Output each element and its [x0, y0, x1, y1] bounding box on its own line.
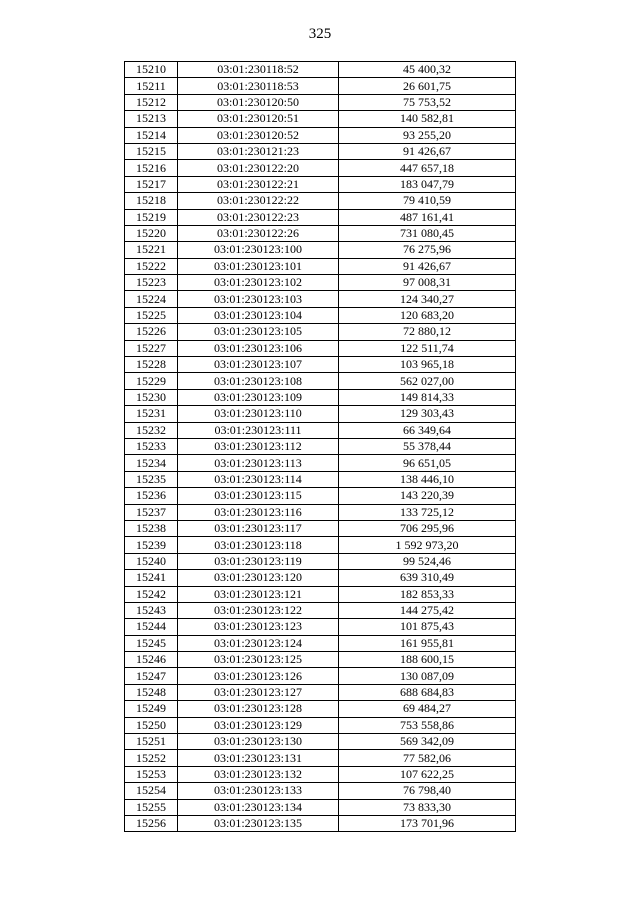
value-cell: 639 310,49 — [339, 570, 516, 586]
value-cell: 77 582,06 — [339, 750, 516, 766]
table-row — [125, 357, 516, 373]
cadastral-number-cell: 03:01:230123:101 — [178, 258, 339, 274]
row-number-cell: 15225 — [125, 307, 178, 323]
table-row — [125, 307, 516, 323]
cadastral-number-cell: 03:01:230123:115 — [178, 488, 339, 504]
cadastral-number-cell: 03:01:230122:20 — [178, 160, 339, 176]
cadastral-number-cell: 03:01:230123:122 — [178, 602, 339, 618]
value-cell: 79 410,59 — [339, 193, 516, 209]
row-number-cell: 15218 — [125, 193, 178, 209]
row-number-cell: 15235 — [125, 471, 178, 487]
value-cell: 120 683,20 — [339, 307, 516, 323]
cadastral-number-cell: 03:01:230123:108 — [178, 373, 339, 389]
value-cell: 91 426,67 — [339, 258, 516, 274]
table-row — [125, 717, 516, 733]
cadastral-number-cell: 03:01:230120:51 — [178, 111, 339, 127]
cadastral-number-cell: 03:01:230123:124 — [178, 635, 339, 651]
value-cell: 173 701,96 — [339, 815, 516, 831]
cadastral-number-cell: 03:01:230118:52 — [178, 62, 339, 78]
table-row — [125, 373, 516, 389]
table-row — [125, 602, 516, 618]
value-cell: 144 275,42 — [339, 602, 516, 618]
cadastral-number-cell: 03:01:230123:111 — [178, 422, 339, 438]
row-number-cell: 15256 — [125, 815, 178, 831]
cadastral-number-cell: 03:01:230123:117 — [178, 520, 339, 536]
cadastral-number-cell: 03:01:230123:105 — [178, 324, 339, 340]
table-row — [125, 635, 516, 651]
cadastral-number-cell: 03:01:230123:125 — [178, 652, 339, 668]
value-cell: 107 622,25 — [339, 766, 516, 782]
cadastral-number-cell: 03:01:230123:100 — [178, 242, 339, 258]
row-number-cell: 15212 — [125, 94, 178, 110]
row-number-cell: 15253 — [125, 766, 178, 782]
table-body — [125, 62, 516, 832]
table-row — [125, 815, 516, 831]
table-row — [125, 504, 516, 520]
table-row — [125, 750, 516, 766]
row-number-cell: 15251 — [125, 734, 178, 750]
value-cell: 569 342,09 — [339, 734, 516, 750]
table-row — [125, 586, 516, 602]
row-number-cell: 15224 — [125, 291, 178, 307]
cadastral-number-cell: 03:01:230123:103 — [178, 291, 339, 307]
row-number-cell: 15236 — [125, 488, 178, 504]
row-number-cell: 15245 — [125, 635, 178, 651]
table-row — [125, 619, 516, 635]
cadastral-number-cell: 03:01:230123:130 — [178, 734, 339, 750]
table-row — [125, 160, 516, 176]
cadastral-number-cell: 03:01:230123:131 — [178, 750, 339, 766]
value-cell: 91 426,67 — [339, 143, 516, 159]
cadastral-number-cell: 03:01:230120:50 — [178, 94, 339, 110]
row-number-cell: 15219 — [125, 209, 178, 225]
cadastral-number-cell: 03:01:230123:127 — [178, 684, 339, 700]
table-row — [125, 389, 516, 405]
value-cell: 188 600,15 — [339, 652, 516, 668]
row-number-cell: 15244 — [125, 619, 178, 635]
row-number-cell: 15223 — [125, 275, 178, 291]
value-cell: 101 875,43 — [339, 619, 516, 635]
table-row — [125, 701, 516, 717]
value-cell: 487 161,41 — [339, 209, 516, 225]
table-row — [125, 406, 516, 422]
value-cell: 66 349,64 — [339, 422, 516, 438]
row-number-cell: 15233 — [125, 438, 178, 454]
value-cell: 688 684,83 — [339, 684, 516, 700]
table-row — [125, 324, 516, 340]
cadastral-number-cell: 03:01:230118:53 — [178, 78, 339, 94]
cadastral-number-cell: 03:01:230123:110 — [178, 406, 339, 422]
value-cell: 731 080,45 — [339, 225, 516, 241]
value-cell: 75 753,52 — [339, 94, 516, 110]
table-row — [125, 553, 516, 569]
row-number-cell: 15248 — [125, 684, 178, 700]
value-cell: 447 657,18 — [339, 160, 516, 176]
row-number-cell: 15234 — [125, 455, 178, 471]
table-row — [125, 193, 516, 209]
value-cell: 562 027,00 — [339, 373, 516, 389]
value-cell: 69 484,27 — [339, 701, 516, 717]
row-number-cell: 15232 — [125, 422, 178, 438]
cadastral-number-cell: 03:01:230123:134 — [178, 799, 339, 815]
row-number-cell: 15211 — [125, 78, 178, 94]
table-row — [125, 799, 516, 815]
cadastral-number-cell: 03:01:230122:26 — [178, 225, 339, 241]
table-row — [125, 438, 516, 454]
table-row — [125, 176, 516, 192]
row-number-cell: 15252 — [125, 750, 178, 766]
cadastral-number-cell: 03:01:230123:120 — [178, 570, 339, 586]
table-row — [125, 291, 516, 307]
row-number-cell: 15227 — [125, 340, 178, 356]
table-row — [125, 471, 516, 487]
cadastral-number-cell: 03:01:230123:119 — [178, 553, 339, 569]
value-cell: 129 303,43 — [339, 406, 516, 422]
value-cell: 149 814,33 — [339, 389, 516, 405]
cadastral-number-cell: 03:01:230123:133 — [178, 783, 339, 799]
value-cell: 706 295,96 — [339, 520, 516, 536]
table-row — [125, 652, 516, 668]
table-row — [125, 783, 516, 799]
value-cell: 133 725,12 — [339, 504, 516, 520]
row-number-cell: 15255 — [125, 799, 178, 815]
table-row — [125, 488, 516, 504]
data-table — [124, 61, 516, 832]
cadastral-number-cell: 03:01:230123:113 — [178, 455, 339, 471]
cadastral-number-cell: 03:01:230123:107 — [178, 357, 339, 373]
table-row — [125, 62, 516, 78]
value-cell: 55 378,44 — [339, 438, 516, 454]
table-row — [125, 766, 516, 782]
table-row — [125, 570, 516, 586]
row-number-cell: 15247 — [125, 668, 178, 684]
page-number: 325 — [308, 26, 332, 42]
table-row — [125, 455, 516, 471]
value-cell: 161 955,81 — [339, 635, 516, 651]
table-row — [125, 143, 516, 159]
value-cell: 138 446,10 — [339, 471, 516, 487]
table-row — [125, 225, 516, 241]
cadastral-number-cell: 03:01:230120:52 — [178, 127, 339, 143]
row-number-cell: 15229 — [125, 373, 178, 389]
cadastral-number-cell: 03:01:230123:106 — [178, 340, 339, 356]
cadastral-number-cell: 03:01:230123:112 — [178, 438, 339, 454]
row-number-cell: 15210 — [125, 62, 178, 78]
cadastral-number-cell: 03:01:230121:23 — [178, 143, 339, 159]
value-cell: 130 087,09 — [339, 668, 516, 684]
table-row — [125, 537, 516, 553]
table-row — [125, 258, 516, 274]
cadastral-number-cell: 03:01:230123:123 — [178, 619, 339, 635]
table-row — [125, 94, 516, 110]
table-row — [125, 242, 516, 258]
value-cell: 183 047,79 — [339, 176, 516, 192]
value-cell: 1 592 973,20 — [339, 537, 516, 553]
table-row — [125, 340, 516, 356]
row-number-cell: 15228 — [125, 357, 178, 373]
row-number-cell: 15214 — [125, 127, 178, 143]
value-cell: 103 965,18 — [339, 357, 516, 373]
row-number-cell: 15213 — [125, 111, 178, 127]
cadastral-number-cell: 03:01:230123:118 — [178, 537, 339, 553]
table-row — [125, 422, 516, 438]
table-row — [125, 520, 516, 536]
cadastral-number-cell: 03:01:230123:114 — [178, 471, 339, 487]
cadastral-number-cell: 03:01:230123:135 — [178, 815, 339, 831]
cadastral-number-cell: 03:01:230122:21 — [178, 176, 339, 192]
cadastral-number-cell: 03:01:230123:132 — [178, 766, 339, 782]
cadastral-number-cell: 03:01:230123:128 — [178, 701, 339, 717]
table-row — [125, 684, 516, 700]
row-number-cell: 15240 — [125, 553, 178, 569]
table-row — [125, 127, 516, 143]
value-cell: 26 601,75 — [339, 78, 516, 94]
row-number-cell: 15243 — [125, 602, 178, 618]
value-cell: 73 833,30 — [339, 799, 516, 815]
row-number-cell: 15241 — [125, 570, 178, 586]
table-row — [125, 668, 516, 684]
cadastral-number-cell: 03:01:230123:121 — [178, 586, 339, 602]
value-cell: 143 220,39 — [339, 488, 516, 504]
value-cell: 140 582,81 — [339, 111, 516, 127]
row-number-cell: 15217 — [125, 176, 178, 192]
value-cell: 45 400,32 — [339, 62, 516, 78]
value-cell: 76 275,96 — [339, 242, 516, 258]
cadastral-number-cell: 03:01:230123:109 — [178, 389, 339, 405]
row-number-cell: 15230 — [125, 389, 178, 405]
cadastral-number-cell: 03:01:230123:102 — [178, 275, 339, 291]
row-number-cell: 15237 — [125, 504, 178, 520]
row-number-cell: 15221 — [125, 242, 178, 258]
row-number-cell: 15250 — [125, 717, 178, 733]
value-cell: 72 880,12 — [339, 324, 516, 340]
value-cell: 97 008,31 — [339, 275, 516, 291]
row-number-cell: 15215 — [125, 143, 178, 159]
row-number-cell: 15220 — [125, 225, 178, 241]
row-number-cell: 15226 — [125, 324, 178, 340]
value-cell: 753 558,86 — [339, 717, 516, 733]
row-number-cell: 15231 — [125, 406, 178, 422]
cadastral-number-cell: 03:01:230123:126 — [178, 668, 339, 684]
cadastral-number-cell: 03:01:230122:23 — [178, 209, 339, 225]
table-row — [125, 209, 516, 225]
row-number-cell: 15239 — [125, 537, 178, 553]
row-number-cell: 15222 — [125, 258, 178, 274]
value-cell: 124 340,27 — [339, 291, 516, 307]
cadastral-number-cell: 03:01:230123:104 — [178, 307, 339, 323]
cadastral-number-cell: 03:01:230122:22 — [178, 193, 339, 209]
row-number-cell: 15238 — [125, 520, 178, 536]
value-cell: 122 511,74 — [339, 340, 516, 356]
table-row — [125, 734, 516, 750]
row-number-cell: 15249 — [125, 701, 178, 717]
row-number-cell: 15242 — [125, 586, 178, 602]
row-number-cell: 15254 — [125, 783, 178, 799]
table-row — [125, 78, 516, 94]
value-cell: 96 651,05 — [339, 455, 516, 471]
row-number-cell: 15246 — [125, 652, 178, 668]
row-number-cell: 15216 — [125, 160, 178, 176]
table-row — [125, 111, 516, 127]
cadastral-number-cell: 03:01:230123:129 — [178, 717, 339, 733]
cadastral-number-cell: 03:01:230123:116 — [178, 504, 339, 520]
value-cell: 76 798,40 — [339, 783, 516, 799]
value-cell: 99 524,46 — [339, 553, 516, 569]
table-row — [125, 275, 516, 291]
value-cell: 93 255,20 — [339, 127, 516, 143]
value-cell: 182 853,33 — [339, 586, 516, 602]
